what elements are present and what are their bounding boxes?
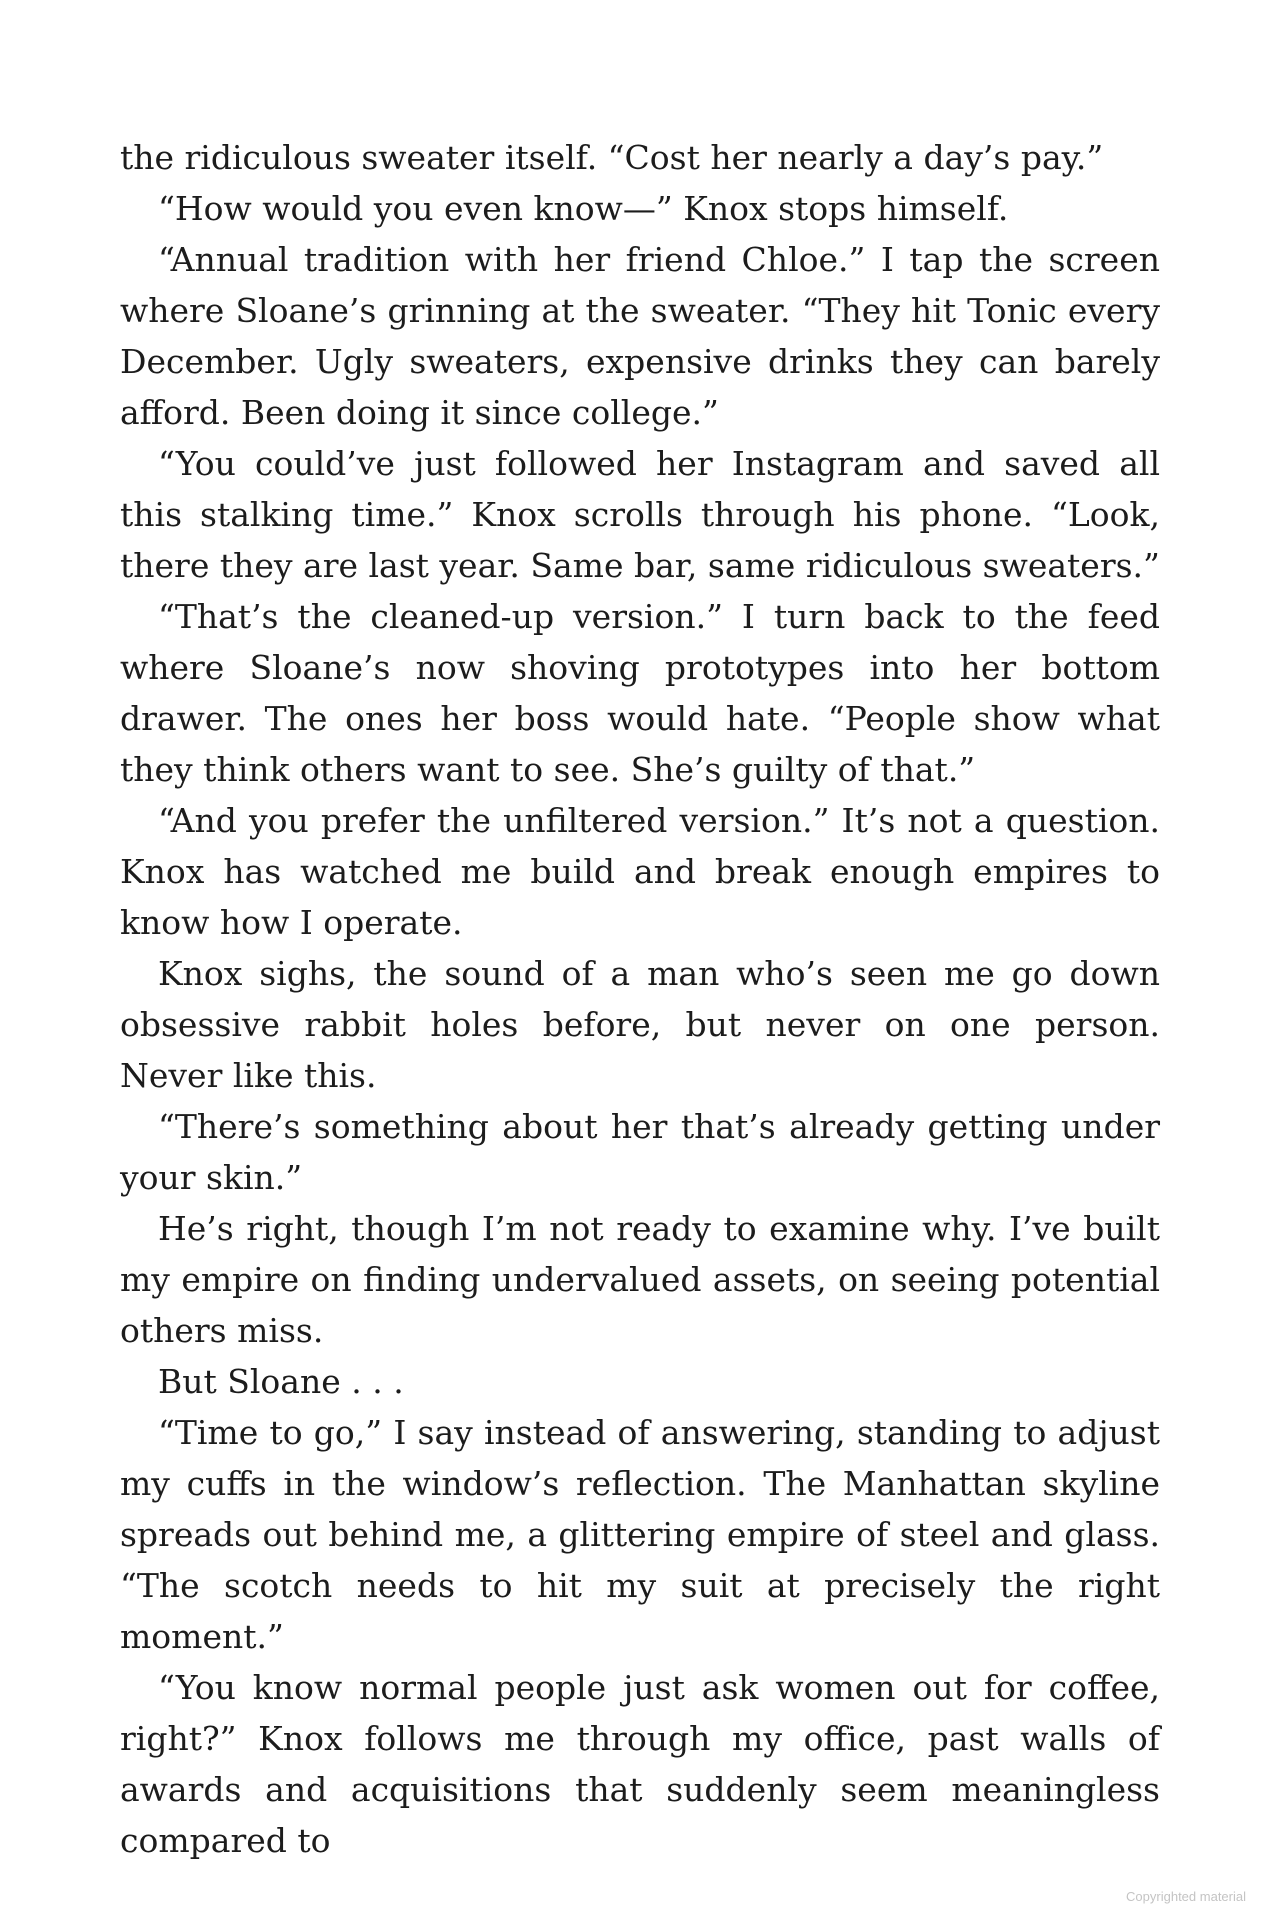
paragraph: “And you prefer the unfiltered version.” It’s not a question. Knox has watched me build and break enough empires to know how I operate. [120, 801, 1160, 942]
paragraph: “That’s the cleaned-up version.” I turn back to the feed where Sloane’s now shoving prototypes into her bottom drawer. The ones her boss would hate. “People show what they think others want to see. She’s guilty of that.” [120, 597, 1160, 789]
paragraph: the ridiculous sweater itself. “Cost her nearly a day’s pay.” [120, 138, 1104, 177]
book-page-text [120, 132, 1160, 1866]
paragraph: But Sloane . . . [158, 1362, 404, 1401]
paragraph: Knox sighs, the sound of a man who’s seen me go down obsessive rabbit holes before, but never on one person. Never like this. [120, 954, 1160, 1095]
paragraph: “There’s something about her that’s already getting under your skin.” [120, 1107, 1160, 1197]
paragraph: “You could’ve just followed her Instagram and saved all this stalking time.” Knox scrolls through his phone. “Look, there they are last year. Same bar, same ridiculous sweaters.” [120, 444, 1160, 585]
copyright-watermark: Copyrighted material [1126, 1889, 1246, 1904]
paragraph: He’s right, though I’m not ready to examine why. I’ve built my empire on finding undervalued assets, on seeing potential others miss. [120, 1209, 1160, 1350]
paragraph: “How would you even know—” Knox stops himself. [158, 189, 1009, 228]
paragraph: “Annual tradition with her friend Chloe.” I tap the screen where Sloane’s grinning at the sweater. “They hit Tonic every December. Ugly sweaters, expensive drinks they can barely afford. Been doing it since college.” [120, 240, 1160, 432]
paragraph: “Time to go,” I say instead of answering, standing to adjust my cuffs in the window’s reflection. The Manhattan skyline spreads out behind me, a glittering empire of steel and glass. “The scotch needs to hit my suit at precisely the right moment.” [120, 1413, 1160, 1656]
paragraph: “You know normal people just ask women out for coffee, right?” Knox follows me through my office, past walls of awards and acquisitions that suddenly seem meaningless compared to [120, 1668, 1160, 1860]
